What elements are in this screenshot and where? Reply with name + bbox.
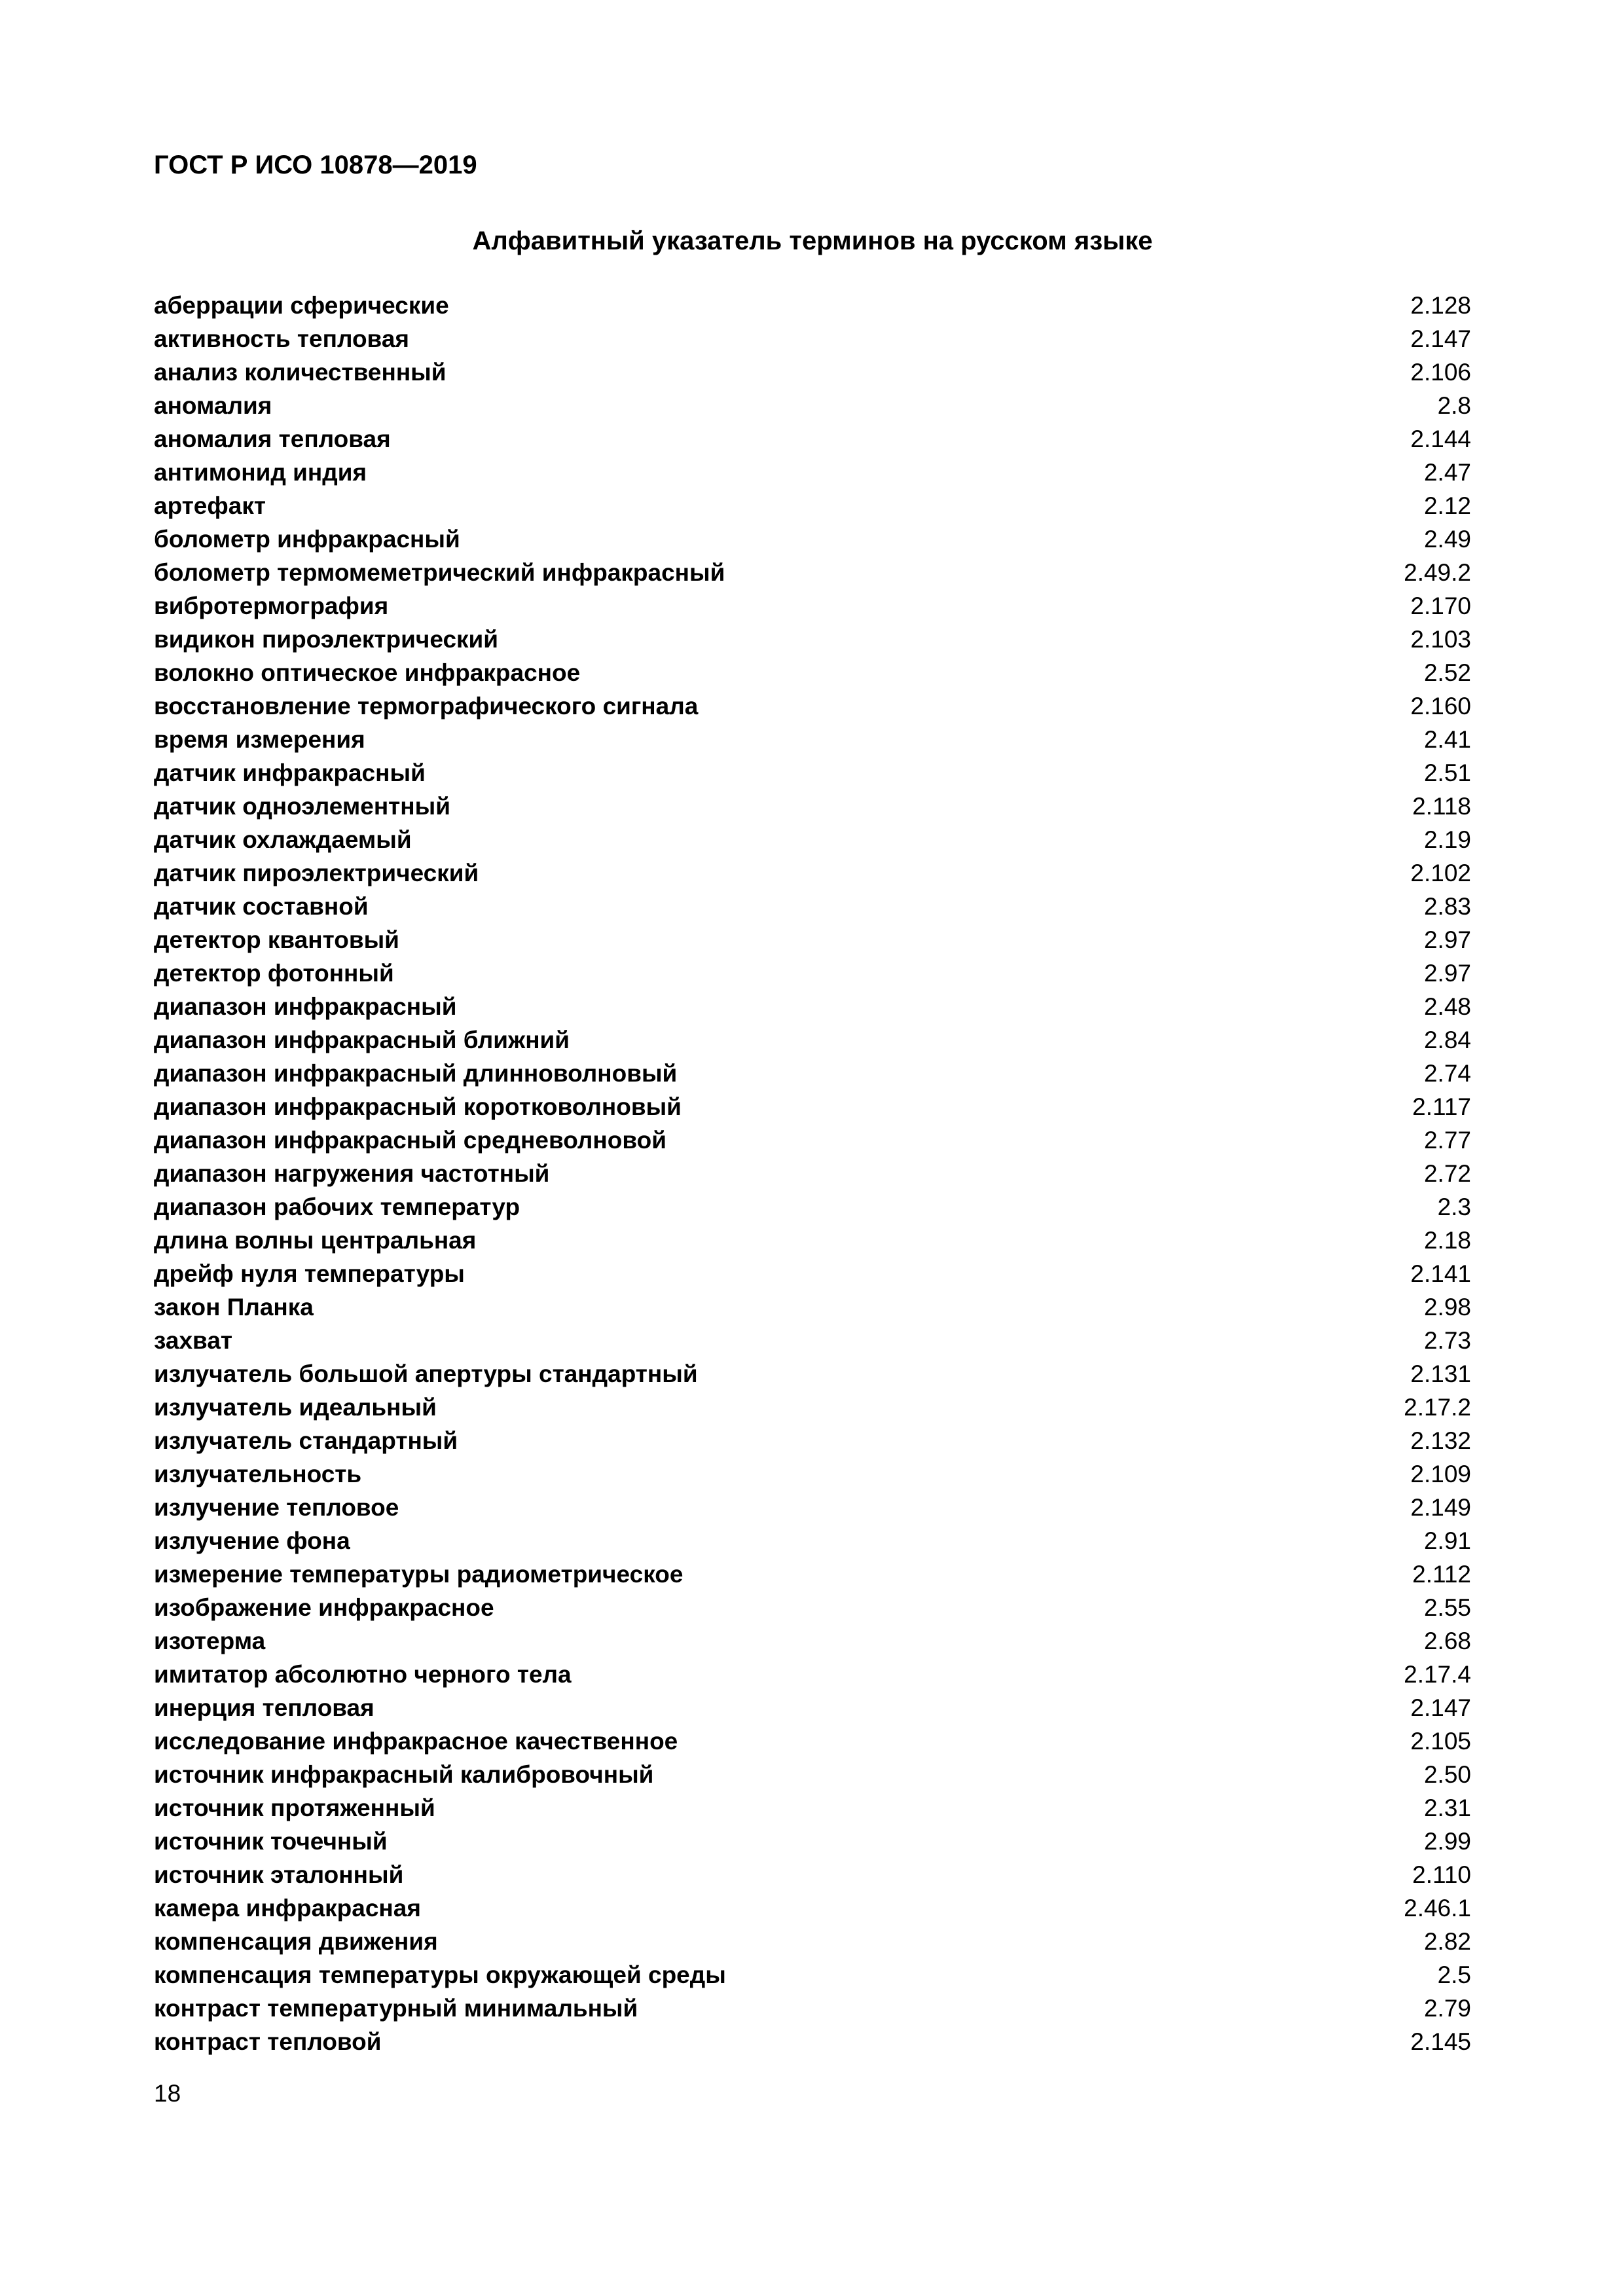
index-term: аномалия тепловая: [154, 426, 391, 452]
index-entry: [154, 1891, 1471, 1925]
index-entry: [154, 957, 1471, 990]
index-reference: 2.98: [1423, 1294, 1471, 1321]
index-reference: 2.160: [1410, 693, 1471, 720]
index-reference: 2.47: [1423, 459, 1471, 486]
document-code: ГОСТ Р ИСО 10878—2019: [154, 151, 477, 179]
index-reference: 2.141: [1410, 1260, 1471, 1287]
index-entry: [154, 856, 1471, 890]
index-term: аберрации сферические: [154, 292, 449, 319]
index-term: диапазон инфракрасный: [154, 993, 457, 1020]
index-entry: [154, 790, 1471, 823]
index-reference: 2.128: [1410, 292, 1471, 319]
index-term: источник протяженный: [154, 1795, 435, 1821]
index-entry: [154, 1558, 1471, 1591]
index-term: диапазон инфракрасный коротковолновый: [154, 1093, 682, 1120]
index-term: излучатель большой апертуры стандартный: [154, 1360, 698, 1387]
index-reference: 2.72: [1423, 1160, 1471, 1187]
index-term: активность тепловая: [154, 325, 409, 352]
index-term: контраст тепловой: [154, 2028, 382, 2055]
index-term: контраст температурный минимальный: [154, 1995, 638, 2022]
index-reference: 2.49: [1423, 526, 1471, 553]
index-term: изображение инфракрасное: [154, 1594, 494, 1621]
index-term: диапазон рабочих температур: [154, 1194, 520, 1220]
index-reference: 2.82: [1423, 1928, 1471, 1955]
index-reference: 2.132: [1410, 1427, 1471, 1454]
index-reference: 2.12: [1423, 492, 1471, 519]
index-term: датчик одноэлементный: [154, 793, 450, 820]
index-reference: 2.109: [1410, 1461, 1471, 1487]
index-entry: [154, 1691, 1471, 1724]
index-reference: 2.91: [1423, 1527, 1471, 1554]
index-reference: 2.105: [1410, 1728, 1471, 1755]
index-term: излучатель идеальный: [154, 1394, 437, 1421]
index-reference: 2.118: [1412, 793, 1471, 820]
index-term: детектор фотонный: [154, 960, 394, 987]
index-entry: [154, 1424, 1471, 1457]
index-entry: [154, 1925, 1471, 1958]
index-reference: 2.170: [1410, 592, 1471, 619]
index-reference: 2.117: [1412, 1093, 1471, 1120]
index-reference: 2.112: [1412, 1561, 1471, 1588]
index-reference: 2.8: [1437, 392, 1471, 419]
index-entry: [154, 1958, 1471, 1992]
index-term: артефакт: [154, 492, 266, 519]
index-entry: [154, 1591, 1471, 1624]
index-entry: [154, 389, 1471, 422]
index-term: детектор квантовый: [154, 926, 399, 953]
index-entry: [154, 890, 1471, 923]
index-entry: [154, 1290, 1471, 1324]
index-reference: 2.18: [1423, 1227, 1471, 1254]
index-reference: 2.41: [1423, 726, 1471, 753]
index-entry: [154, 1224, 1471, 1257]
page-number: 18: [154, 2080, 181, 2107]
index-reference: 2.52: [1423, 659, 1471, 686]
index-term: инерция тепловая: [154, 1694, 374, 1721]
index-reference: 2.102: [1410, 860, 1471, 886]
index-reference: 2.149: [1410, 1494, 1471, 1521]
index-reference: 2.68: [1423, 1628, 1471, 1654]
index-term: дрейф нуля температуры: [154, 1260, 465, 1287]
index-entry: [154, 623, 1471, 656]
index-entry: [154, 1791, 1471, 1825]
index-entry: [154, 689, 1471, 723]
index-reference: 2.106: [1410, 359, 1471, 386]
index-entry: [154, 1825, 1471, 1858]
index-reference: 2.17.2: [1404, 1394, 1471, 1421]
term-index-list: [154, 289, 1471, 2058]
index-term: источник инфракрасный калибровочный: [154, 1761, 654, 1788]
index-entry: [154, 1023, 1471, 1057]
index-entry: [154, 756, 1471, 790]
index-term: источник эталонный: [154, 1861, 404, 1888]
index-reference: 2.48: [1423, 993, 1471, 1020]
index-term: излучательность: [154, 1461, 362, 1487]
index-reference: 2.147: [1410, 325, 1471, 352]
index-term: восстановление термографического сигнала: [154, 693, 699, 720]
index-term: диапазон нагружения частотный: [154, 1160, 550, 1187]
index-term: длина волны центральная: [154, 1227, 477, 1254]
index-entry: [154, 1758, 1471, 1791]
index-term: захват: [154, 1327, 233, 1354]
index-entry: [154, 456, 1471, 489]
index-term: исследование инфракрасное качественное: [154, 1728, 678, 1755]
index-reference: 2.19: [1423, 826, 1471, 853]
index-reference: 2.3: [1437, 1194, 1471, 1220]
index-entry: [154, 1357, 1471, 1391]
index-reference: 2.74: [1423, 1060, 1471, 1087]
index-entry: [154, 1391, 1471, 1424]
index-reference: 2.5: [1437, 1961, 1471, 1988]
index-entry: [154, 1090, 1471, 1123]
index-entry: [154, 723, 1471, 756]
index-reference: 2.97: [1423, 960, 1471, 987]
index-term: диапазон инфракрасный длинноволновый: [154, 1060, 678, 1087]
index-entry: [154, 289, 1471, 322]
index-reference: 2.73: [1423, 1327, 1471, 1354]
index-reference: 2.147: [1410, 1694, 1471, 1721]
index-entry: [154, 589, 1471, 623]
index-entry: [154, 990, 1471, 1023]
index-reference: 2.103: [1410, 626, 1471, 653]
index-term: компенсация движения: [154, 1928, 438, 1955]
index-term: диапазон инфракрасный ближний: [154, 1027, 570, 1053]
index-term: излучение фона: [154, 1527, 350, 1554]
index-reference: 2.49.2: [1404, 559, 1471, 586]
index-reference: 2.50: [1423, 1761, 1471, 1788]
index-reference: 2.99: [1423, 1828, 1471, 1855]
index-entry: [154, 1190, 1471, 1224]
index-reference: 2.31: [1423, 1795, 1471, 1821]
index-entry: [154, 1157, 1471, 1190]
index-term: анализ количественный: [154, 359, 447, 386]
index-term: аномалия: [154, 392, 272, 419]
index-reference: 2.51: [1423, 759, 1471, 786]
index-entry: [154, 1057, 1471, 1090]
index-reference: 2.17.4: [1404, 1661, 1471, 1688]
index-term: датчик охлаждаемый: [154, 826, 412, 853]
index-term: время измерения: [154, 726, 365, 753]
index-term: излучение тепловое: [154, 1494, 399, 1521]
index-term: антимонид индия: [154, 459, 367, 486]
index-term: имитатор абсолютно черного тела: [154, 1661, 572, 1688]
index-reference: 2.83: [1423, 893, 1471, 920]
index-entry: [154, 1858, 1471, 1891]
index-entry: [154, 1624, 1471, 1658]
index-entry: [154, 522, 1471, 556]
index-term: излучатель стандартный: [154, 1427, 458, 1454]
index-reference: 2.46.1: [1404, 1895, 1471, 1922]
index-term: датчик инфракрасный: [154, 759, 426, 786]
index-entry: [154, 823, 1471, 856]
index-reference: 2.131: [1410, 1360, 1471, 1387]
index-entry: [154, 1457, 1471, 1491]
index-term: датчик составной: [154, 893, 369, 920]
index-term: закон Планка: [154, 1294, 314, 1321]
index-entry: [154, 2025, 1471, 2058]
index-entry: [154, 322, 1471, 355]
index-entry: [154, 489, 1471, 522]
index-term: измерение температуры радиометрическое: [154, 1561, 684, 1588]
index-entry: [154, 1491, 1471, 1524]
index-entry: [154, 1724, 1471, 1758]
index-entry: [154, 1123, 1471, 1157]
index-entry: [154, 422, 1471, 456]
index-term: камера инфракрасная: [154, 1895, 421, 1922]
index-reference: 2.144: [1410, 426, 1471, 452]
index-entry: [154, 556, 1471, 589]
index-entry: [154, 1658, 1471, 1691]
index-entry: [154, 1257, 1471, 1290]
index-entry: [154, 656, 1471, 689]
index-term: компенсация температуры окружающей среды: [154, 1961, 726, 1988]
index-entry: [154, 355, 1471, 389]
index-term: болометр инфракрасный: [154, 526, 460, 553]
index-entry: [154, 1524, 1471, 1558]
index-entry: [154, 1992, 1471, 2025]
index-reference: 2.77: [1423, 1127, 1471, 1154]
index-reference: 2.79: [1423, 1995, 1471, 2022]
index-term: датчик пироэлектрический: [154, 860, 479, 886]
index-entry: [154, 923, 1471, 957]
index-entry: [154, 1324, 1471, 1357]
index-term: изотерма: [154, 1628, 266, 1654]
index-term: диапазон инфракрасный средневолновой: [154, 1127, 666, 1154]
index-term: болометр термомеметрический инфракрасный: [154, 559, 725, 586]
index-term: видикон пироэлектрический: [154, 626, 499, 653]
index-term: вибротермография: [154, 592, 389, 619]
index-title: Алфавитный указатель терминов на русском языке: [472, 227, 1153, 255]
index-reference: 2.145: [1410, 2028, 1471, 2055]
index-reference: 2.110: [1412, 1861, 1471, 1888]
index-reference: 2.97: [1423, 926, 1471, 953]
index-reference: 2.55: [1423, 1594, 1471, 1621]
index-reference: 2.84: [1423, 1027, 1471, 1053]
index-term: волокно оптическое инфракрасное: [154, 659, 581, 686]
index-term: источник точечный: [154, 1828, 388, 1855]
